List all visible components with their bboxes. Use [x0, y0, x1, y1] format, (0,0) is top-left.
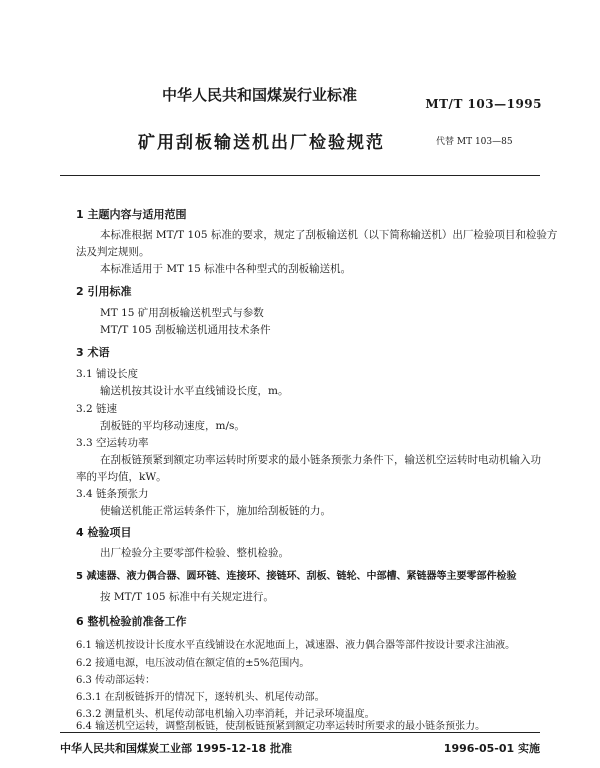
issuing-organization: 中华人民共和国煤炭行业标准: [162, 86, 358, 104]
section-1-paragraph-1a: 本标准根据 MT/T 105 标准的要求，规定了刮板输送机（以下简称输送机）出厂检验项目和检验方: [100, 229, 558, 241]
implementation-date: 1996-05-01 实施: [443, 742, 540, 755]
term-3-3-definition-b: 率的平均值，kW。: [76, 471, 167, 483]
clause-6-3: 6.3 传动部运转：: [76, 675, 156, 686]
approval-line: 中华人民共和国煤炭工业部 1995-12-18 批准: [60, 742, 293, 755]
clause-6-3-1: 6.3.1 在刮板链拆开的情况下，逐转机头、机尾传动部。: [76, 692, 325, 703]
term-3-4-definition: 使输送机能正常运转条件下，施加给刮板链的力。: [100, 505, 331, 517]
term-3-1-definition: 输送机按其设计水平直线铺设长度，m。: [100, 385, 289, 397]
section-3-heading: 3 术语: [76, 346, 110, 359]
clause-6-1: 6.1 输送机按设计长度水平直线铺设在水泥地面上，减速器、液力偶合器等部件按设计要求注油液。: [76, 640, 516, 651]
section-2-heading: 2 引用标准: [76, 285, 132, 298]
document-title: 矿用刮板输送机出厂检验规范: [138, 133, 385, 153]
section-4-paragraph: 出厂检验分主要零部件检验、整机检验。: [100, 547, 289, 559]
term-3-2: 3.2 链速: [76, 403, 118, 415]
reference-1: MT 15 矿用刮板输送机型式与参数: [100, 307, 264, 319]
clause-6-3-2: 6.3.2 测量机头、机尾传动部电机输入功率消耗，并记录环境温度。: [76, 709, 375, 720]
term-3-3: 3.3 空运转功率: [76, 437, 149, 449]
footer-divider: [60, 732, 540, 733]
reference-2: MT/T 105 刮板输送机通用技术条件: [100, 324, 271, 336]
term-3-1: 3.1 铺设长度: [76, 368, 139, 380]
header-divider: [60, 175, 540, 176]
section-1-paragraph-1b: 法及判定规则。: [76, 246, 150, 258]
clause-6-4: 6.4 输送机空运转，调整刮板链，使刮板链预紧到额定功率运转时所要求的最小链条预张力。: [76, 721, 486, 732]
clause-6-2: 6.2 接通电源，电压波动值在额定值的±5%范围内。: [76, 658, 310, 669]
standard-code: MT/T 103—1995: [425, 97, 542, 111]
replaces-note: 代替 MT 103—85: [436, 137, 513, 147]
section-4-heading: 4 检验项目: [76, 526, 132, 539]
term-3-2-definition: 刮板链的平均移动速度，m/s。: [100, 420, 245, 432]
section-6-heading: 6 整机检验前准备工作: [76, 615, 187, 628]
term-3-4: 3.4 链条预张力: [76, 488, 149, 500]
section-1-paragraph-2: 本标准适用于 MT 15 标准中各种型式的刮板输送机。: [100, 263, 352, 275]
section-5-paragraph: 按 MT/T 105 标准中有关规定进行。: [100, 591, 274, 603]
section-1-heading: 1 主题内容与适用范围: [76, 208, 187, 221]
term-3-3-definition-a: 在刮板链预紧到额定功率运转时所要求的最小链条预张力条件下，输送机空运转时电动机输入功: [100, 454, 541, 466]
section-5-heading: 5 减速器、液力偶合器、圆环链、连接环、接链环、刮板、链轮、中部槽、紧链器等主要零部件检验: [76, 571, 517, 582]
